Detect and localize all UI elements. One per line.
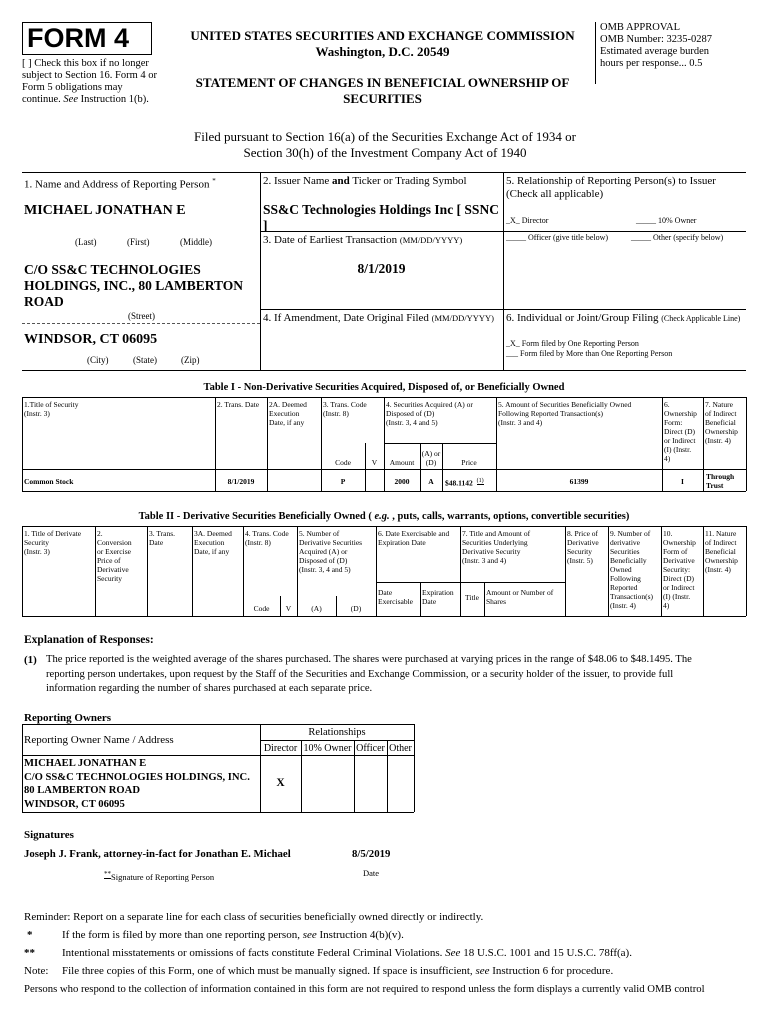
t1-col-trans-code bbox=[323, 400, 367, 418]
omb-line: OMB APPROVAL bbox=[600, 22, 681, 33]
header-line: 6. Date Exercisable and bbox=[378, 529, 450, 538]
header-line: Date, if any bbox=[194, 547, 230, 556]
header-line: (Instr. 3, 4 and 5) bbox=[299, 565, 351, 574]
signature-label-text: Signature of Reporting Person bbox=[111, 871, 215, 882]
t2-sub-expiration bbox=[422, 588, 454, 606]
header-line: Date bbox=[149, 538, 164, 547]
date-format-hint: (MM/DD/YYYY) bbox=[431, 313, 494, 323]
t2-sub-v: V bbox=[285, 604, 292, 613]
filing-type-hint: (Check Applicable Line) bbox=[661, 314, 741, 323]
t1-sub-code: Code bbox=[335, 458, 351, 467]
explanation-line: The price reported is the weighted average of the shares purchased. The shares were purchased at varying prices in the range of $48.06 to $48.1495. The bbox=[46, 654, 692, 665]
header-line: Direct (D) bbox=[664, 427, 696, 436]
t2-sub-d: (D) bbox=[350, 604, 362, 613]
t1-sub-a-or-d bbox=[420, 449, 442, 467]
check-box-note bbox=[22, 58, 157, 106]
street-label: (Street) bbox=[128, 311, 155, 321]
header-line: Disposed of (D) bbox=[386, 409, 435, 418]
t2-col-nature bbox=[705, 529, 738, 574]
owners-col-other: Other bbox=[389, 743, 412, 754]
owner-line: WINDSOR, CT 06095 bbox=[24, 798, 125, 810]
dstar-text-pre: Intentional misstatements or omissions of facts constitute Federal Criminal Violations. bbox=[62, 947, 443, 959]
last-label: (Last) bbox=[75, 237, 97, 247]
explanation-heading: Explanation of Responses: bbox=[24, 634, 154, 646]
one-person-label: Form filed by One Reporting Person bbox=[521, 339, 639, 348]
header-line: Transaction(s) bbox=[610, 592, 654, 601]
owner-line: 80 LAMBERTON ROAD bbox=[24, 785, 140, 796]
header-line: Securities bbox=[610, 547, 640, 556]
header-line: (Instr. 4) bbox=[705, 565, 731, 574]
filing-type-text: 6. Individual or Joint/Group Filing bbox=[506, 312, 659, 324]
filing-type-label bbox=[506, 312, 740, 325]
note-text-pre: File three copies of this Form, one of which must be manually signed. If space is insufficient, bbox=[62, 965, 473, 977]
footnote-marker: * bbox=[212, 177, 216, 185]
header-line: or Indirect bbox=[663, 583, 695, 592]
check-box-note-line: [ ] Check this box if no longer bbox=[22, 58, 149, 69]
footer-star-text bbox=[62, 929, 404, 942]
header-line: Owned bbox=[610, 565, 632, 574]
explanation-line: information regarding the number of shares purchased at each separate price. bbox=[46, 683, 373, 694]
footer-star: * bbox=[27, 929, 33, 941]
street-address-line: ROAD bbox=[24, 294, 64, 309]
header-line: 10. bbox=[663, 529, 673, 538]
header-line: 4) bbox=[664, 454, 671, 463]
agency-location: Washington, D.C. 20549 bbox=[315, 44, 450, 59]
header-line: Ownership bbox=[664, 409, 697, 418]
header-line: 1. Title of Derivate bbox=[24, 529, 82, 538]
reminder: Reminder: Report on a separate line for each class of securities beneficially owned directly or indirectly. bbox=[24, 911, 484, 923]
header-line: (I) (Instr. bbox=[664, 445, 692, 454]
owner-line: C/O SS&C TECHNOLOGIES HOLDINGS, INC. bbox=[24, 771, 250, 783]
header-line: Conversion bbox=[97, 538, 132, 547]
check-box-note-text: continue. bbox=[22, 94, 61, 105]
header-line: Ownership bbox=[705, 427, 738, 436]
street-address bbox=[24, 262, 243, 310]
amendment-label bbox=[263, 312, 494, 325]
omb-line: Estimated average burden bbox=[600, 46, 710, 57]
other-checkbox bbox=[631, 233, 723, 243]
t1-col-ownership-form bbox=[664, 400, 697, 463]
header-line: Form of bbox=[663, 547, 688, 556]
date-label: Date bbox=[363, 868, 380, 878]
header-line: Security bbox=[97, 574, 122, 583]
t1-row-date: 8/1/2019 bbox=[227, 477, 255, 486]
star-text-pre: If the form is filed by more than one reporting person, bbox=[62, 929, 300, 941]
t2-sub-date-exercisable bbox=[378, 588, 413, 606]
footer-double-star-text bbox=[62, 947, 632, 960]
zip-label: (Zip) bbox=[181, 355, 200, 365]
issuer-name bbox=[263, 202, 499, 234]
header-line: 6. bbox=[664, 400, 670, 409]
t1-row-nature bbox=[706, 472, 734, 490]
street-address-line: C/O SS&C TECHNOLOGIES bbox=[24, 262, 201, 277]
check-box-note-line: subject to Section 16. Form 4 or bbox=[22, 70, 158, 81]
agency-name: UNITED STATES SECURITIES AND EXCHANGE COMMISSION bbox=[190, 28, 575, 43]
t2-col-exercisable bbox=[378, 529, 449, 547]
header-line: 3. Trans. bbox=[149, 529, 176, 538]
issuer-name-line: ] bbox=[263, 218, 268, 233]
issuer-label-text: 2. Issuer Name bbox=[263, 175, 330, 187]
earliest-transaction-date: 8/1/2019 bbox=[357, 261, 406, 276]
header-line: 5. Number of bbox=[299, 529, 340, 538]
owners-col-ten-pct: 10% Owner bbox=[303, 743, 352, 754]
header-line: 4. Trans. Code bbox=[245, 529, 289, 538]
header-line: Derivative bbox=[97, 565, 129, 574]
t1-sub-amount: Amount bbox=[389, 458, 415, 467]
t1-col-acquired bbox=[386, 400, 473, 427]
header-line: 8. Price of bbox=[567, 529, 599, 538]
relationship-label-line: (Check all applicable) bbox=[506, 188, 604, 200]
t1-row-code: P bbox=[340, 477, 346, 486]
header-line: Execution bbox=[194, 538, 225, 547]
header-line: 1.Title of Security bbox=[24, 400, 79, 409]
t2-col-trans-date bbox=[149, 529, 175, 547]
sub-line: (D) bbox=[425, 458, 437, 467]
t2-col-trans-code bbox=[245, 529, 289, 547]
header-line: 7. Title and Amount of bbox=[462, 529, 531, 538]
t1-row-amount: 2000 bbox=[394, 477, 410, 486]
header-line: 11. Nature bbox=[705, 529, 737, 538]
t2-title-eg: e.g. bbox=[374, 511, 390, 522]
more-persons-option bbox=[506, 349, 672, 359]
filed-pursuant: Filed pursuant to Section 16(a) of the Securities Exchange Act of 1934 or bbox=[194, 129, 576, 144]
check-box-note-line bbox=[22, 94, 157, 106]
header-line: Disposed of (D) bbox=[299, 556, 348, 565]
statement-title-2: SECURITIES bbox=[343, 91, 422, 106]
table-1-title: Table I - Non-Derivative Securities Acquired, Disposed of, or Beneficially Owned bbox=[203, 382, 565, 393]
header-line: Beneficial bbox=[705, 418, 736, 427]
owners-col-officer: Officer bbox=[356, 743, 385, 754]
header-line: Price of bbox=[97, 556, 121, 565]
owners-col-relationships: Relationships bbox=[308, 727, 366, 738]
omb-approval bbox=[600, 22, 712, 70]
t1-price-footnote-link[interactable]: (1) bbox=[476, 478, 484, 484]
header-line: Security bbox=[567, 547, 592, 556]
header-line: (Instr. 3) bbox=[24, 547, 50, 556]
header-line: Date, if any bbox=[269, 418, 305, 427]
t2-sub-a: (A) bbox=[311, 604, 322, 613]
check-box-note-instr: Instruction 1(b). bbox=[80, 94, 149, 105]
sub-line: Shares bbox=[486, 597, 506, 606]
t2-col-conversion bbox=[97, 529, 132, 583]
footer-note-text bbox=[62, 965, 613, 978]
other-label: Other (specify below) bbox=[653, 233, 724, 242]
reporting-person-name: MICHAEL JONATHAN E bbox=[24, 203, 186, 218]
header-line: 4) bbox=[663, 601, 670, 610]
t2-sub-amount bbox=[486, 588, 553, 606]
header-line: Execution bbox=[269, 409, 300, 418]
t1-sub-price: Price bbox=[461, 458, 477, 467]
header-line: (Instr. 3) bbox=[24, 409, 50, 418]
t2-col-ownership-form bbox=[663, 529, 696, 610]
other-mark: _____ bbox=[631, 233, 651, 242]
check-box-note-line: Form 5 obligations may bbox=[22, 82, 123, 93]
earliest-transaction-text: 3. Date of Earliest Transaction bbox=[263, 234, 398, 246]
first-label: (First) bbox=[127, 237, 150, 247]
header-line: Direct (D) bbox=[663, 574, 695, 583]
explanation-line: reporting person undertakes, upon request by the Staff of the Securities and Exchange Commission, or a security holder of the issuer, to provide full bbox=[46, 668, 674, 680]
star-text-post: Instruction 4(b)(v). bbox=[319, 929, 404, 941]
sub-line: Exercisable bbox=[378, 597, 413, 606]
header-line: of Indirect bbox=[705, 538, 737, 547]
owners-col-name: Reporting Owner Name / Address bbox=[24, 734, 174, 746]
reporting-person-label bbox=[24, 175, 216, 192]
signatures-heading: Signatures bbox=[24, 829, 74, 841]
owner-director-mark: X bbox=[276, 777, 285, 789]
explanation-text bbox=[46, 653, 692, 697]
issuer-label-post: Ticker or Trading Symbol bbox=[352, 175, 467, 187]
signature-label bbox=[104, 869, 214, 882]
header-line: (Instr. 5) bbox=[567, 556, 593, 565]
header-line: 3. Trans. Code bbox=[323, 400, 367, 409]
more-persons-label: Form filed by More than One Reporting Person bbox=[520, 349, 673, 358]
owners-col-director: Director bbox=[263, 743, 298, 754]
header-line: 9. Number of bbox=[610, 529, 651, 538]
sub-line: Amount or Number of bbox=[486, 588, 554, 597]
date-format-hint: (MM/DD/YYYY) bbox=[399, 235, 463, 245]
persons-notice: Persons who respond to the collection of information contained in this form are not required to respond unless the form displays a currently valid OMB control bbox=[24, 983, 705, 995]
header-line: Derivative Securities bbox=[299, 538, 363, 547]
header-line: Reported bbox=[610, 583, 638, 592]
header-line: (Instr. 4) bbox=[705, 436, 731, 445]
dstar-text-post: 18 U.S.C. 1001 and 15 U.S.C. 78ff(a). bbox=[463, 947, 632, 959]
header-line: Acquired (A) or bbox=[299, 547, 348, 556]
t1-col-nature bbox=[705, 400, 738, 445]
owner-line: MICHAEL JONATHAN E bbox=[24, 758, 147, 769]
middle-label: (Middle) bbox=[180, 237, 212, 247]
header-line: 7. Nature bbox=[705, 400, 733, 409]
header-line: 5. Amount of Securities Beneficially Owned bbox=[498, 400, 632, 409]
t2-sub-title: Title bbox=[465, 593, 479, 602]
state-label: (State) bbox=[133, 355, 157, 365]
ten-pct-mark: _____ bbox=[636, 216, 656, 225]
star-text-see: see bbox=[302, 929, 317, 941]
t1-col-trans-date: 2. Trans. Date bbox=[217, 400, 260, 409]
street-address-line: HOLDINGS, INC., 80 LAMBERTON bbox=[24, 278, 244, 293]
amendment-text: 4. If Amendment, Date Original Filed bbox=[263, 312, 429, 324]
officer-checkbox bbox=[506, 233, 608, 243]
t1-row-form: I bbox=[681, 477, 684, 486]
reporting-owners-heading: Reporting Owners bbox=[24, 712, 112, 724]
relationship-label bbox=[506, 175, 716, 201]
more-persons-mark: ___ bbox=[506, 349, 518, 358]
nature-line: Through bbox=[706, 472, 735, 481]
ten-pct-owner-checkbox bbox=[636, 216, 696, 226]
header-line: Derivative bbox=[663, 556, 695, 565]
note-text-post: Instruction 6 for procedure. bbox=[492, 965, 614, 977]
director-label: Director bbox=[521, 216, 549, 225]
header-line: (Instr. 8) bbox=[323, 409, 349, 418]
t2-col-price bbox=[567, 529, 599, 565]
sub-line: Date bbox=[422, 597, 437, 606]
header-line: Form: bbox=[664, 418, 683, 427]
header-line: (Instr. 3, 4 and 5) bbox=[386, 418, 438, 427]
reporting-person-label-text: 1. Name and Address of Reporting Person bbox=[24, 178, 210, 191]
note-text-see: see bbox=[475, 965, 490, 977]
t1-row-price bbox=[445, 477, 484, 488]
header-line: or Exercise bbox=[97, 547, 131, 556]
header-line: (Instr. 8) bbox=[245, 538, 271, 547]
t1-col-amount-owned bbox=[498, 400, 631, 427]
issuer-label-and: and bbox=[332, 175, 350, 187]
header-line: Derivative Security bbox=[462, 547, 521, 556]
director-checkbox bbox=[506, 216, 548, 226]
header-line: (I) (Instr. bbox=[663, 592, 691, 601]
t1-row-title: Common Stock bbox=[24, 477, 74, 486]
check-box-note-see: See bbox=[63, 94, 78, 105]
header-line: Ownership bbox=[705, 556, 738, 565]
t1-price-value: $48.1142 bbox=[445, 478, 473, 488]
t1-col-title bbox=[24, 400, 79, 418]
header-line: 4. Securities Acquired (A) or bbox=[386, 400, 473, 409]
t2-col-title bbox=[24, 529, 81, 556]
omb-line: hours per response... 0.5 bbox=[600, 58, 703, 69]
city-state-zip: WINDSOR, CT 06095 bbox=[24, 332, 158, 347]
dstar-text-see: See bbox=[445, 947, 461, 959]
signer-name: Joseph J. Frank, attorney-in-fact for Jonathan E. Michael bbox=[24, 848, 291, 860]
header-line: derivative bbox=[610, 538, 640, 547]
header-line: Derivative bbox=[567, 538, 599, 547]
sub-line: (A) or bbox=[421, 449, 441, 458]
table-2-title bbox=[22, 511, 746, 523]
header-line: Beneficially bbox=[610, 556, 647, 565]
header-line: or Indirect bbox=[664, 436, 696, 445]
t2-col-underlying bbox=[462, 529, 530, 565]
city-label: (City) bbox=[87, 355, 109, 365]
form-title: FORM 4 bbox=[27, 23, 130, 53]
header-line: Ownership bbox=[663, 538, 696, 547]
header-line: 2A. Deemed bbox=[269, 400, 307, 409]
sub-line: Expiration bbox=[422, 588, 454, 597]
t2-col-number-derivative bbox=[299, 529, 362, 574]
t2-sub-code: Code bbox=[253, 604, 270, 613]
header-line: Security: bbox=[663, 565, 691, 574]
header-line: 2. bbox=[97, 529, 103, 538]
t2-title-post: , puts, calls, warrants, options, convertible securities) bbox=[392, 511, 630, 522]
header-line: (Instr. 3 and 4) bbox=[462, 556, 507, 565]
issuer-name-label bbox=[263, 175, 467, 188]
signature-footnote-link[interactable]: ** bbox=[104, 870, 111, 878]
t1-sub-v: V bbox=[371, 458, 378, 467]
header-line: Following bbox=[610, 574, 641, 583]
relationship-label-line: 5. Relationship of Reporting Person(s) to Issuer bbox=[506, 175, 716, 187]
t2-title-pre: Table II - Derivative Securities Beneficially Owned ( bbox=[138, 511, 372, 522]
omb-line: OMB Number: 3235-0287 bbox=[600, 34, 712, 45]
header-line: Expiration Date bbox=[378, 538, 426, 547]
footer-note-label: Note: bbox=[24, 965, 49, 977]
header-line: Following Reported Transaction(s) bbox=[498, 409, 603, 418]
header-line: (Instr. 4) bbox=[610, 601, 636, 610]
header-line: Beneficial bbox=[705, 547, 736, 556]
officer-mark: _____ bbox=[506, 233, 526, 242]
owner-name-address bbox=[24, 757, 250, 811]
header-line: Security bbox=[24, 538, 49, 547]
footer-double-star: ** bbox=[24, 947, 35, 959]
t1-row-owned: 61399 bbox=[569, 477, 589, 486]
header-line: (Instr. 3 and 4) bbox=[498, 418, 543, 427]
filed-pursuant-2: Section 30(h) of the Investment Company Act of 1940 bbox=[243, 145, 527, 160]
t2-col-number-owned bbox=[610, 529, 653, 610]
earliest-transaction-label bbox=[263, 234, 462, 247]
header-line: 3A. Deemed bbox=[194, 529, 232, 538]
sub-line: Date bbox=[378, 588, 393, 597]
signature-date: 8/5/2019 bbox=[352, 848, 391, 860]
t1-col-deemed-date bbox=[269, 400, 307, 427]
explanation-footnote-number: (1) bbox=[24, 654, 37, 666]
nature-line: Trust bbox=[706, 481, 724, 490]
header-line: Securities Underlying bbox=[462, 538, 528, 547]
ten-pct-label: 10% Owner bbox=[658, 216, 697, 225]
statement-title: STATEMENT OF CHANGES IN BENEFICIAL OWNERSHIP OF bbox=[195, 75, 570, 90]
t2-col-deemed-date bbox=[194, 529, 232, 556]
t1-row-a-or-d: A bbox=[428, 477, 434, 486]
issuer-name-line: SS&C Technologies Holdings Inc [ SSNC bbox=[263, 202, 499, 217]
one-person-option bbox=[506, 339, 639, 349]
officer-label: Officer (give title below) bbox=[528, 233, 609, 242]
one-person-mark: _X_ bbox=[506, 339, 520, 348]
director-mark: _X_ bbox=[506, 216, 520, 225]
header-line: of Indirect bbox=[705, 409, 737, 418]
